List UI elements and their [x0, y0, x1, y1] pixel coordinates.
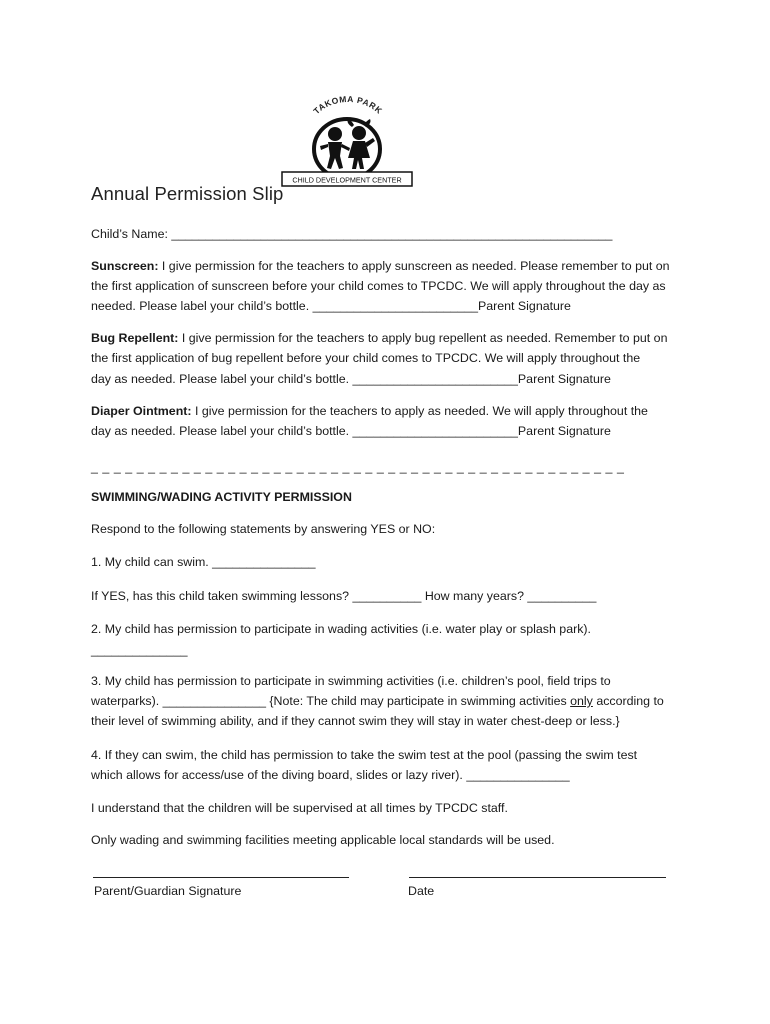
q4-line-1: 4. If they can swim, the child has permission to take the swim test at the pool (passing the swim test: [91, 748, 638, 762]
sunscreen-line-1: [91, 256, 670, 277]
swimming-instructions: Respond to the following statements by answering YES or NO:: [91, 522, 436, 536]
q2-answer-blank[interactable]: ______________: [91, 643, 188, 657]
bug-repellent-signature-line[interactable]: day as needed. Please label your child’s bottle. ________________________Parent Signature: [91, 372, 611, 386]
bug-repellent-text-1: I give permission for the teachers to apply bug repellent as needed. Remember to put on: [178, 331, 668, 345]
parent-signature-line[interactable]: [93, 877, 349, 878]
q3-only-emphasis: only: [570, 694, 593, 708]
q3-line-3: their level of swimming ability, and if they cannot swim they will stay in water chest-deep or less.}: [91, 714, 620, 728]
page-title: Annual Permission Slip: [91, 183, 284, 204]
q3-line-1: 3. My child has permission to participate in swimming activities (i.e. children’s pool, field trips to: [91, 674, 611, 688]
diaper-ointment-line-1: [91, 401, 648, 422]
diaper-ointment-signature-line[interactable]: day as needed. Please label your child’s bottle. ________________________Parent Signature: [91, 424, 611, 438]
sunscreen-label: Sunscreen:: [91, 259, 159, 273]
q4-line-2[interactable]: which allows for access/use of the diving board, slides or lazy river). _______________: [91, 768, 570, 782]
date-line[interactable]: [409, 877, 666, 878]
takoma-park-cdc-logo: [280, 94, 414, 194]
bug-repellent-label: Bug Repellent:: [91, 331, 179, 345]
diaper-ointment-text-1: I give permission for the teachers to apply as needed. We will apply throughout the: [191, 404, 648, 418]
diaper-ointment-label: Diaper Ointment:: [91, 404, 192, 418]
section-divider: _ _ _ _ _ _ _ _ _ _ _ _ _ _ _ _ _ _ _ _ _ _ _ _ _ _ _ _ _ _ _ _ _ _ _ _ _ _ _ _ _ _ _ _ _ _ _: [91, 460, 625, 474]
bug-repellent-line-2: the first application of bug repellent before your child comes to TPCDC. We will apply throughout the: [91, 351, 641, 365]
sunscreen-line-2: the first application of sunscreen before your child comes to TPCDC. We will apply throughout the day as: [91, 279, 666, 293]
sunscreen-signature-line[interactable]: needed. Please label your child’s bottle. ________________________Parent Signature: [91, 299, 571, 313]
childs-name-field[interactable]: Child’s Name: ________________________________________________________________: [91, 227, 613, 241]
q1-lessons-followup[interactable]: If YES, has this child taken swimming lessons? __________ How many years? __________: [91, 589, 597, 603]
swimming-heading: SWIMMING/WADING ACTIVITY PERMISSION: [91, 490, 352, 504]
svg-text:TAKOMA PARK: [311, 94, 384, 116]
q1-can-swim[interactable]: 1. My child can swim. _______________: [91, 555, 316, 569]
sunscreen-text-1: I give permission for the teachers to apply sunscreen as needed. Please remember to put on: [158, 259, 670, 273]
q3-line-2-b: according to: [592, 694, 664, 708]
q3-line-2[interactable]: [91, 691, 664, 712]
facilities-statement: Only wading and swimming facilities meeting applicable local standards will be used.: [91, 833, 555, 847]
supervision-statement: I understand that the children will be supervised at all times by TPCDC staff.: [91, 801, 508, 815]
date-label: Date: [408, 884, 435, 898]
bug-repellent-line-1: [91, 328, 667, 349]
parent-signature-label: Parent/Guardian Signature: [94, 884, 242, 898]
logo-arc-text: TAKOMA PARK: [311, 94, 385, 117]
logo-banner-text: CHILD DEVELOPMENT CENTER: [292, 175, 402, 185]
q3-line-2-a: waterparks). _______________ {Note: The child may participate in swimming activities: [91, 694, 571, 708]
q2-wading: 2. My child has permission to participate in wading activities (i.e. water play or splash park).: [91, 622, 591, 636]
